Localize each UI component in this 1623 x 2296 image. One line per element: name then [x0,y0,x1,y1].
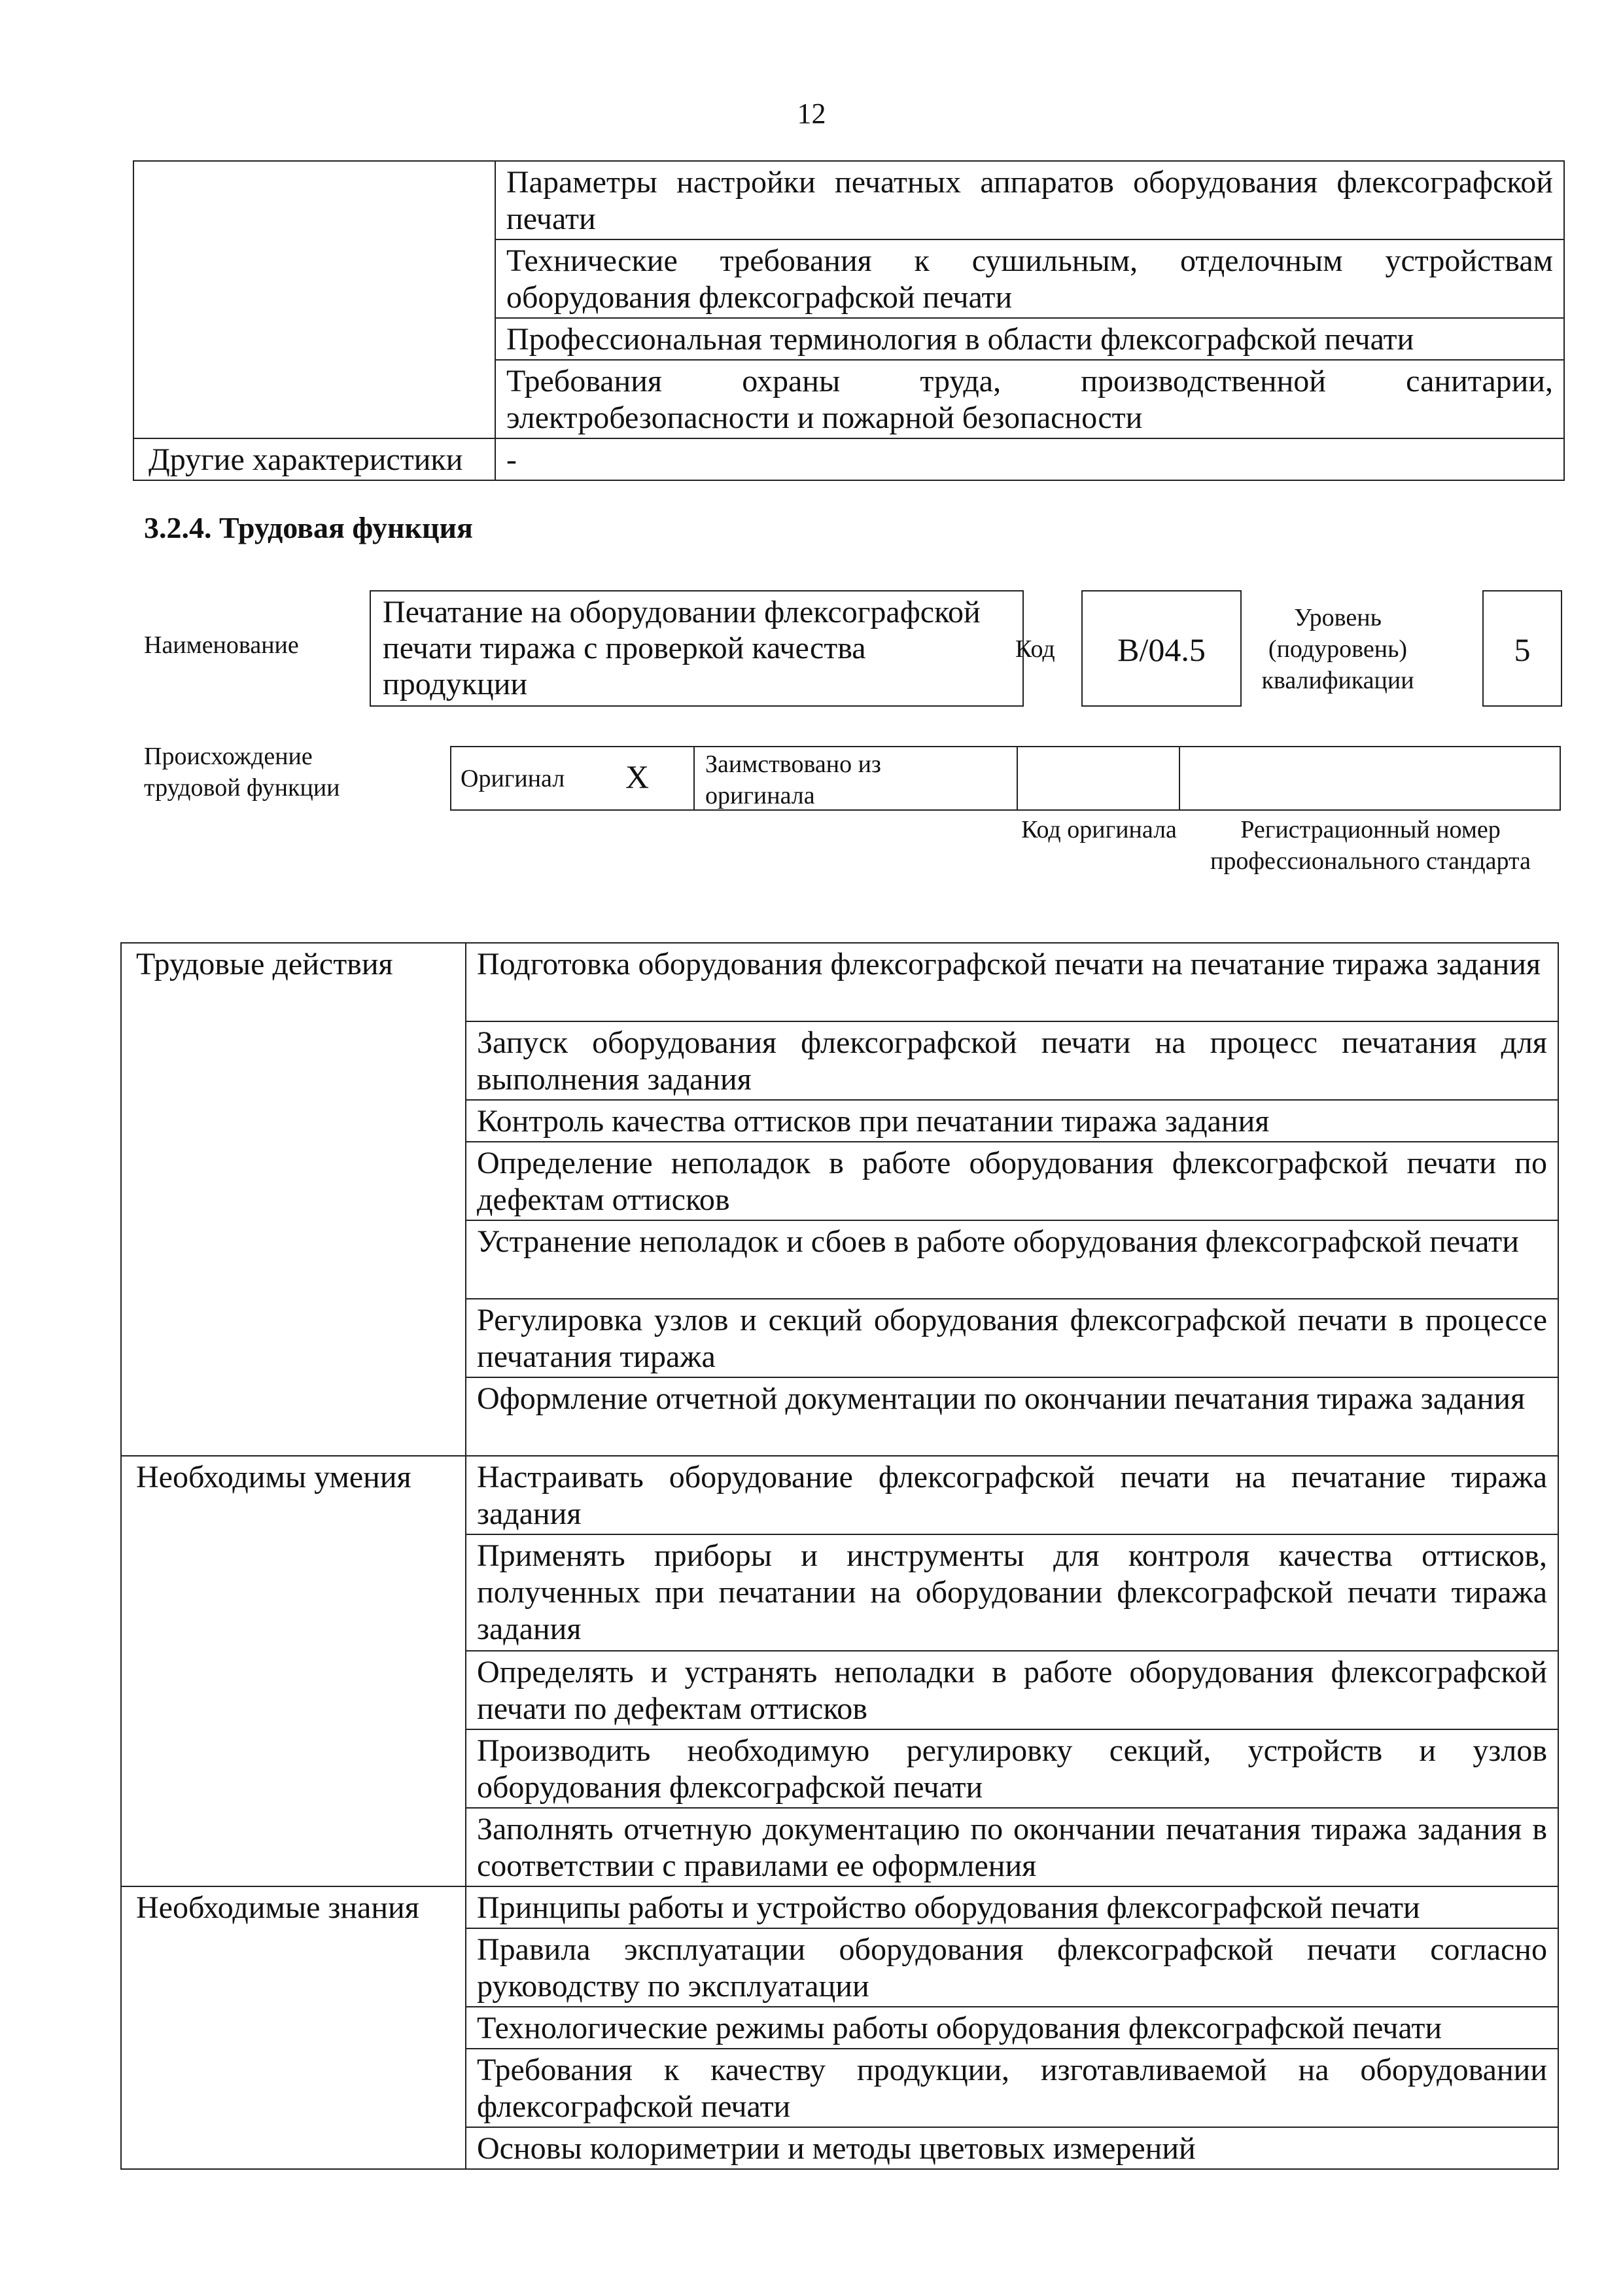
origin-label: Происхождение трудовой функции [144,743,340,802]
knowledge-item: Технические требования к сушильным, отделочным устройствам оборудования флексографской печати [495,239,1564,318]
code-caption: Код оригинала [1021,816,1177,843]
empty-label-cell [133,161,495,438]
level-value: 5 [1514,631,1531,668]
skill-item: Применять приборы и инструменты для контроля качества оттисков, полученных при печатании на оборудовании флексографской печати тиража задания [466,1534,1558,1651]
knowledge-item: Правила эксплуатации оборудования флексографской печати согласно руководству по эксплуатации [466,1928,1558,2007]
section-label-knowledge: Необходимые знания [121,1886,466,2169]
knowledge-item: Основы колориметрии и методы цветовых измерений [466,2127,1558,2169]
action-item: Регулировка узлов и секций оборудования флексографской печати в процессе печатания тиража [466,1299,1558,1377]
knowledge-item: Требования охраны труда, производственной санитарии, электробезопасности и пожарной безопасности [495,360,1564,438]
top-table [133,160,1565,481]
level-box [1482,590,1562,707]
section-label-actions: Трудовые действия [121,943,466,1456]
skill-item: Настраивать оборудование флексографской печати на печатание тиража задания [466,1456,1558,1534]
code-box [1081,590,1242,707]
function-name-box [370,590,1024,707]
function-name: Печатание на оборудовании флексографской печати тиража с проверкой качества продукции [383,595,981,701]
skill-item: Производить необходимую регулировку секций, устройств и узлов оборудования флексографской печати [466,1729,1558,1808]
action-item: Устранение неполадок и сбоев в работе оборудования флексографской печати [466,1220,1558,1299]
action-item: Подготовка оборудования флексографской печати на печатание тиража задания [466,943,1558,1021]
action-item: Запуск оборудования флексографской печати на процесс печатания для выполнения задания [466,1021,1558,1100]
section-heading: 3.2.4. Трудовая функция [144,511,473,544]
origin-reg-box [1179,746,1561,811]
level-label: Уровень (подуровень) квалификации [1261,604,1414,694]
origin-borrowed-box [693,746,1018,811]
code-label: Код [1015,635,1055,663]
other-characteristics-label: Другие характеристики [133,438,495,480]
origin-original-box [450,746,695,811]
other-characteristics-value: - [495,438,1564,480]
knowledge-item: Технологические режимы работы оборудования флексографской печати [466,2007,1558,2049]
skill-item: Определять и устранять неполадки в работе оборудования флексографской печати по дефектам оттисков [466,1651,1558,1729]
page-number: 12 [797,97,826,130]
knowledge-item: Параметры настройки печатных аппаратов оборудования флексографской печати [495,161,1564,239]
original-mark: X [625,758,650,795]
action-item: Контроль качества оттисков при печатании тиража задания [466,1100,1558,1142]
borrowed-label: Заимствовано из оригинала [705,751,881,809]
knowledge-item: Профессиональная терминология в области флексографской печати [495,318,1564,360]
knowledge-item: Требования к качеству продукции, изготавливаемой на оборудовании флексографской печати [466,2049,1558,2127]
code-value: B/04.5 [1117,631,1206,668]
name-label: Наименование [144,631,299,659]
main-table [120,942,1559,2170]
reg-caption: Регистрационный номер профессионального стандарта [1210,816,1531,875]
section-label-skills: Необходимы умения [121,1456,466,1886]
action-item: Оформление отчетной документации по окончании печатания тиража задания [466,1377,1558,1456]
action-item: Определение неполадок в работе оборудования флексографской печати по дефектам оттисков [466,1142,1558,1220]
skill-item: Заполнять отчетную документацию по окончании печатания тиража задания в соответствии с правилами ее оформления [466,1808,1558,1886]
knowledge-item: Принципы работы и устройство оборудования флексографской печати [466,1886,1558,1928]
origin-code-box [1017,746,1180,811]
original-label: Оригинал [461,765,565,792]
